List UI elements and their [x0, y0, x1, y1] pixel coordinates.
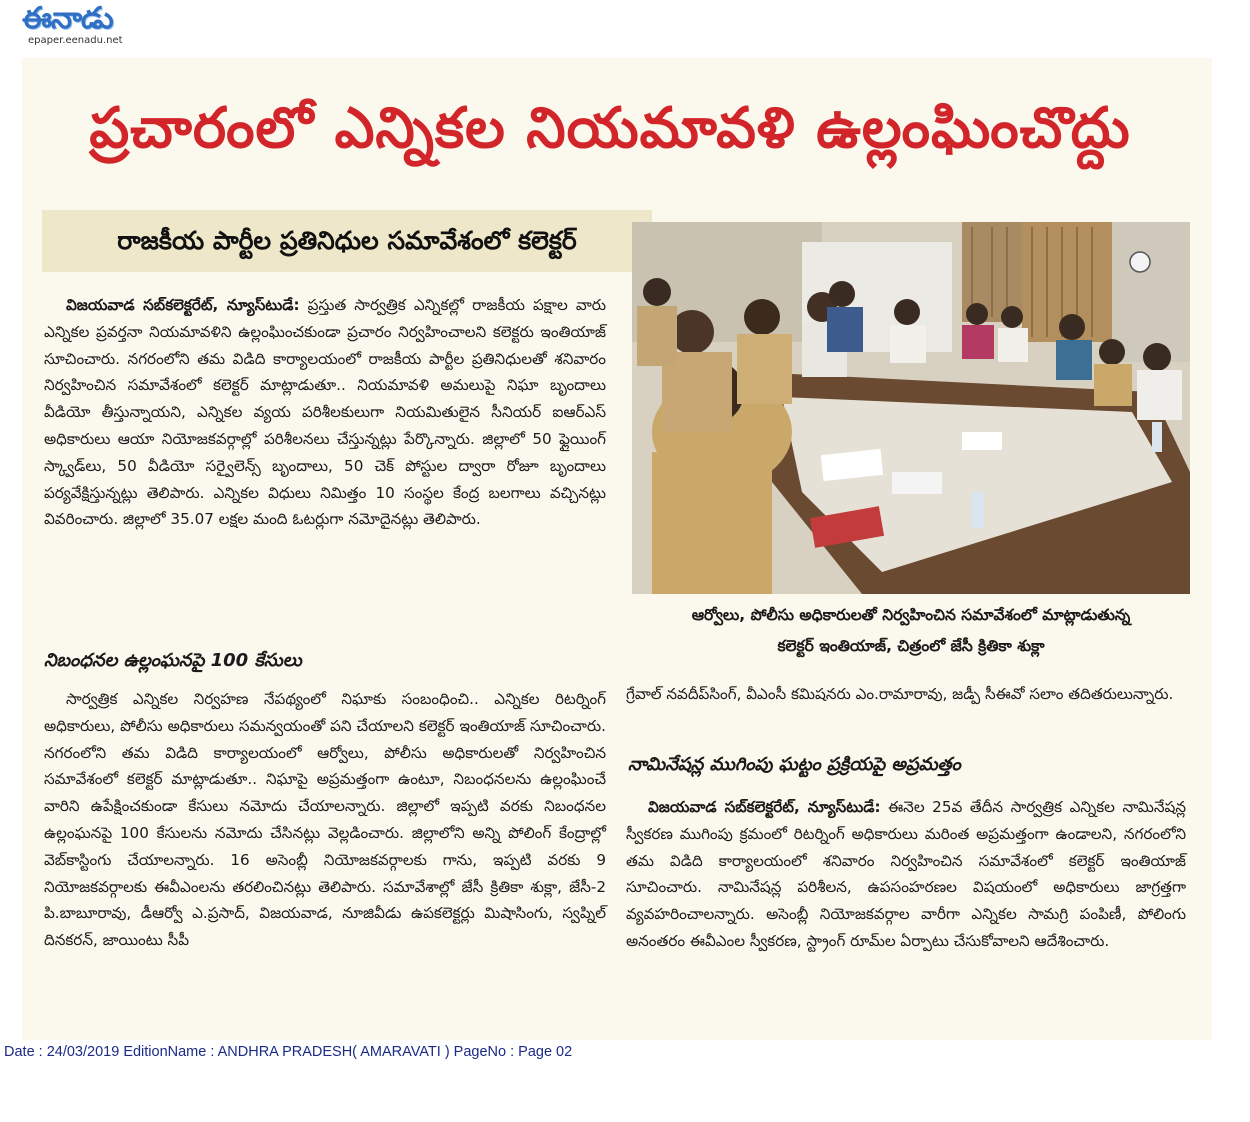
caption-line-2: కలెక్టర్‌ ఇంతియాజ్‌, చిత్రంలో జేసీ క్రితికా శుక్లా — [777, 637, 1045, 655]
caption-line-1: ఆర్వోలు, పోలీసు అధికారులతో నిర్వహించిన సమావేశంలో మాట్లాడుతున్న — [691, 606, 1131, 624]
section2-body — [626, 794, 1186, 955]
section1-continued — [626, 681, 1186, 708]
meeting-photo — [632, 222, 1190, 594]
section2-dateline: విజయవాడ సబ్‌కలెక్టరేట్‌, న్యూస్‌టుడే: — [648, 798, 881, 816]
eenadu-logo[interactable] — [22, 2, 142, 52]
photo-caption — [632, 600, 1190, 662]
lead-paragraph — [44, 292, 606, 533]
lead-body: ప్రస్తుత సార్వత్రిక ఎన్నికల్లో రాజకీయ పక్షాల వారు ఎన్నికల ప్రవర్తనా నియమావళిని ఉల్లంఘించకుండా ప్రచారం నిర్వహించాలని కలెక్టరు ఇంతియాజ్‌ సూచించారు. నగరంలోని తమ విడిది కార్యాలయంలో రాజకీయ పార్టీల ప్రతినిధులతో శనివారం నిర్వహించిన సమావేశంలో కలెక్టర్‌ మాట్లాడుతూ.. నియమావళి అమలుపై నిఘా బృందాలు వీడియో తీస్తున్నాయని, ఎన్నికల వ్యయ పరిశీలకులుగా నియమితులైన సీనియర్‌ ఐఆర్‌ఎస్‌ అధికారులు ఆయా నియోజకవర్గాల్లో పరిశీలనలు చేస్తున్నట్లు పేర్కొన్నారు. జిల్లాలో 50 ఫ్లైయింగ్‌ స్క్వాడ్‌లు, 50 వీడియో సర్వైలెన్స్‌ బృందాలు, 50 చెక్‌ పోస్టుల ద్వారా రోజూ బృందాలు పర్యవేక్షిస్తున్నట్లు తెలిపారు. ఎన్నికల విధులు నిమిత్తం 10 సంస్థల కేంద్ర బలగాలు వచ్చినట్లు వివరించారు. జిల్లాలో 35.07 లక్షల మంది ఓటర్లుగా నమోదైనట్లు తెలిపారు. — [44, 296, 606, 529]
article-subheadline: రాజకీయ పార్టీల ప్రతినిధుల సమావేశంలో కలెక్టర్ — [42, 210, 652, 272]
section1-text: సార్వత్రిక ఎన్నికల నిర్వహణ నేపథ్యంలో నిఘాకు సంబంధించి.. ఎన్నికల రిటర్నింగ్‌ అధికారులు, పోలీసు అధికారులు సమన్వయంతో పని చేయాలని కలెక్టర్‌ ఇంతియాజ్‌ సూచించారు. నగరంలోని తమ విడిది కార్యాలయంలో ఆర్వోలు, పోలీసు అధికారులతో నిర్వహించిన సమావేశంలో కలెక్టర్‌ మాట్లాడుతూ.. నిఘాపై అప్రమత్తంగా ఉంటూ, నిబంధనలను ఉల్లంఘించే వారిని ఉపేక్షించకుండా కేసులు నమోదు చేయాలన్నారు. జిల్లాలో ఇప్పటి వరకు నిబంధనల ఉల్లంఘనపై 100 కేసులను నమోదు చేసినట్లు వెల్లడించారు. జిల్లాలోని అన్ని పోలింగ్‌ కేంద్రాల్లో వెబ్‌కాస్టింగు చేయాలన్నారు. 16 అసెంబ్లీ నియోజకవర్గాలకు గాను, ఇప్పటి వరకు 9 నియోజకవర్గాలకు ఈవీఎంలను తరలించినట్లు తెలిపారు. సమావేశాల్లో జేసీ క్రితికా శుక్లా, జేసీ-2 పి.బాబూరావు, డీఆర్వో ఎ.ప్రసాద్‌, విజయవాడ, నూజివీడు ఉపకలెక్టర్లు మిషాసింగు, స్వప్నిల్‌ దినకరన్‌, జాయింటు సీపీ — [44, 690, 606, 950]
section2-heading: నామినేషన్ల ముగింపు ఘట్టం ప్రక్రియపై అప్రమత్తం — [628, 754, 961, 775]
site-url: epaper.eenadu.net — [28, 35, 123, 46]
section1-heading: నిబంధనల ఉల్లంఘనపై 100 కేసులు — [44, 650, 302, 671]
logo-wordmark: ఈనాడు — [22, 1, 113, 36]
lead-dateline: విజయవాడ సబ్‌కలెక్టరేట్‌, న్యూస్‌టుడే: — [66, 296, 300, 314]
section1-continued-text: గ్రేవాల్‌ నవదీప్‌సింగ్‌, వీఎంసీ కమిషనరు ఎం.రామారావు, జడ్పీ సీఈవో సలాం తదితరులున్నారు. — [626, 685, 1174, 703]
section2-text: ఈనెల 25వ తేదీన సార్వత్రిక ఎన్నికల నామినేషన్ల స్వీకరణ ముగింపు క్రమంలో రిటర్నింగ్‌ అధికారులు మరింత అప్రమత్తంగా ఉండాలని, నగరంలోని తమ విడిది కార్యాలయంలో శనివారం నిర్వహించిన సమావేశంలో కలెక్టర్‌ ఇంతియాజ్‌ సూచించారు. నామినేషన్ల పరిశీలన, ఉపసంహరణల విషయంలో అధికారులు జాగ్రత్తగా వ్యవహరించాలన్నారు. అసెంబ్లీ నియోజకవర్గాల వారీగా ఎన్నికల సామగ్రి పంపిణీ, పోలింగు అనంతరం ఈవీఎంల స్వీకరణ, స్ట్రాంగ్‌ రూమ్‌ల ఏర్పాటు చేసుకోవాలని ఆదేశించారు. — [626, 798, 1186, 950]
edition-footer: Date : 24/03/2019 EditionName : ANDHRA PRADESH( AMARAVATI ) PageNo : Page 02 — [4, 1044, 573, 1060]
section1-body — [44, 686, 606, 954]
article-headline: ప్రచారంలో ఎన్నికల నియమావళి ఉల్లంఘించొద్దు — [89, 96, 1131, 161]
